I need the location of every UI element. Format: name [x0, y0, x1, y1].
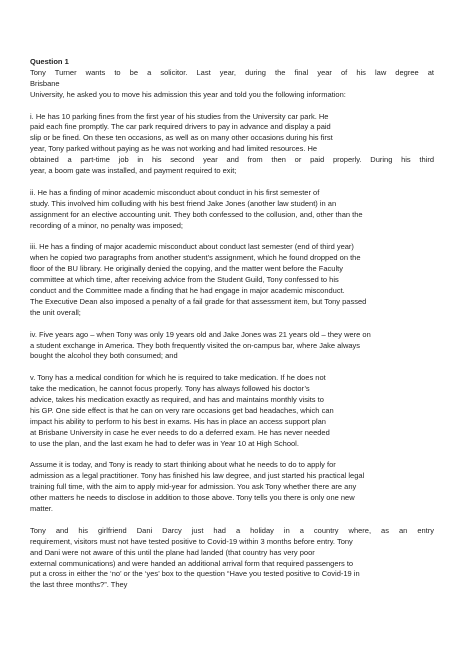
- paragraph-line: iii. He has a finding of major academic misconduct about conduct last semester (end of third year): [30, 242, 354, 252]
- paragraph-line: conduct and the Committee made a finding that he had engage in major academic misconduct.: [30, 285, 345, 295]
- paragraph-line: obtained a part-time job in his second year and from then or paid properly. During his third: [30, 155, 434, 165]
- paragraph-line: Assume it is today, and Tony is ready to start thinking about what he needs to do to apply for: [30, 460, 336, 470]
- paragraph-line: committee at which time, after receiving advice from the Student Guild, Tony confessed to his: [30, 275, 339, 285]
- paragraph-ii: [30, 188, 434, 232]
- paragraph-line: floor of the BU library. He originally denied the copying, and the matter went before the Faculty: [30, 264, 343, 274]
- paragraph-line: assignment for an elective accounting unit. They both confessed to the collusion, and, other than the: [30, 209, 363, 219]
- paragraph-line: study. This involved him colluding with his best friend Jake Jones (another law student) in an: [30, 198, 337, 208]
- paragraph-line: impact his ability to perform to his best in exams. His has in place an access support plan: [30, 416, 326, 426]
- paragraph-line: put a cross in either the ‘no’ or the ‘yes’ box to the question “Have you tested positive to Covid-19 in: [30, 569, 360, 579]
- paragraph-line: to use the plan, and the last exam he had to defer was in Year 10 at High School.: [30, 438, 299, 448]
- paragraph-v: [30, 373, 434, 449]
- paragraph-iii: [30, 242, 434, 318]
- paragraph-line: a student exchange in America. They both frequently visited the on-campus bar, where Jake always: [30, 340, 361, 350]
- question-heading: Question 1: [30, 57, 69, 66]
- paragraph-line: Tony and his girlfriend Dani Darcy just had a holiday in a country where, as an entry: [30, 525, 434, 535]
- paragraph-line: admission as a legal practitioner. Tony has finished his law degree, and just started his practical legal: [30, 471, 365, 481]
- paragraph-i: [30, 112, 434, 177]
- intro-paragraph: [30, 68, 434, 101]
- paragraph-line: the unit overall;: [30, 307, 81, 317]
- paragraph-holiday: [30, 526, 434, 591]
- paragraph-line: his GP. One side effect is that he can on very rare occasions get bad headaches, which can: [30, 405, 334, 415]
- paragraph-line: the last three months?”. They: [30, 580, 128, 590]
- paragraph-line: external communications) and were handed an additional arrival form that required passengers to: [30, 558, 354, 568]
- paragraph-line: year, Tony parked without paying as he was not working and had limited resources. He: [30, 144, 318, 154]
- paragraph-line: requirement, visitors must not have tested positive to Covid-19 within 3 months before entry. Tony: [30, 536, 353, 546]
- paragraph-line: v. Tony has a medical condition for which he is required to take medication. If he does not: [30, 373, 326, 383]
- paragraph-line: training full time, with the aim to apply mid-year for admission. You ask Tony whether there are any: [30, 482, 357, 492]
- paragraph-line: advice, takes his medication exactly as required, and has and maintains monthly visits to: [30, 395, 324, 405]
- paragraph-line: year, a boom gate was installed, and payment required to exit;: [30, 166, 237, 176]
- paragraph-iv: [30, 330, 434, 363]
- paragraph-line: slip or be fined. On these ten occasions, as well as on many other occasions during his first: [30, 133, 333, 143]
- paragraph-line: when he copied two paragraphs from another student’s assignment, which he found dropped on the: [30, 253, 361, 263]
- paragraph-line: and Dani were not aware of this until the plane had landed (that country has very poor: [30, 547, 315, 557]
- paragraph-line: bought the alcohol they both consumed; and: [30, 351, 178, 361]
- paragraph-line: matter.: [30, 504, 53, 514]
- paragraph-assume: [30, 460, 434, 515]
- paragraph-line: at Brisbane University in case he ever needs to do a deferred exam. He has never needed: [30, 427, 330, 437]
- paragraph-line: iv. Five years ago – when Tony was only 19 years old and Jake Jones was 21 years old – they were on: [30, 329, 371, 339]
- intro-line: Brisbane: [30, 78, 60, 88]
- paragraph-line: take the medication, he cannot focus properly. Tony has always followed his doctor’s: [30, 384, 310, 394]
- intro-line: Tony Turner wants to be a solicitor. Last year, during the final year of his law degree at: [30, 67, 434, 77]
- paragraph-line: ii. He has a finding of minor academic misconduct about conduct in his first semester of: [30, 187, 320, 197]
- paragraph-line: i. He has 10 parking fines from the first year of his studies from the University car park. He: [30, 111, 329, 121]
- paragraph-line: The Executive Dean also imposed a penalty of a fail grade for that assessment item, but Tony passed: [30, 296, 367, 306]
- paragraph-line: paid each fine promptly. The car park required drivers to pay in advance and display a paid: [30, 122, 331, 132]
- paragraph-line: other matters he needs to disclose in addition to those above. Tony tells you there is only one new: [30, 493, 355, 503]
- intro-line: University, he asked you to move his admission this year and told you the following information:: [30, 89, 346, 99]
- paragraph-line: recording of a minor, no penalty was imposed;: [30, 220, 183, 230]
